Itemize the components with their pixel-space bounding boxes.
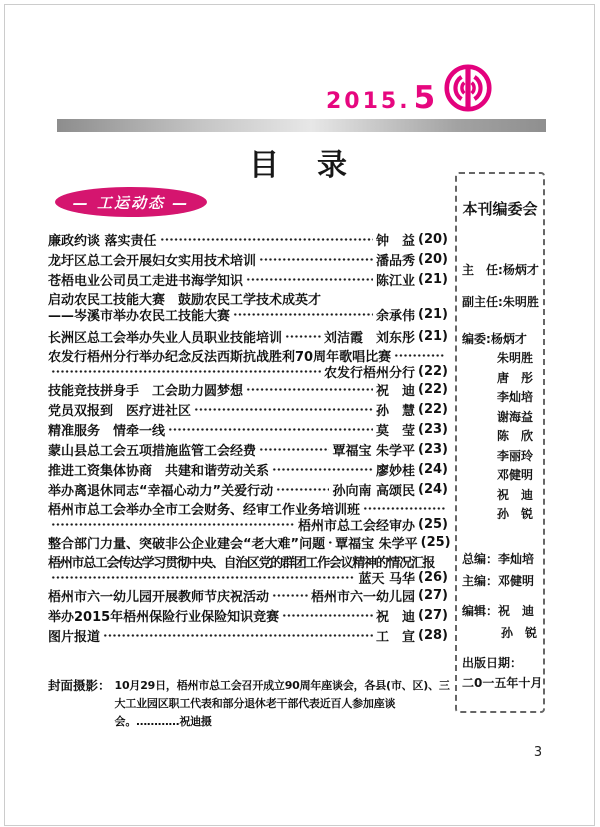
toc-entry xyxy=(48,532,451,552)
toc-entry xyxy=(48,399,448,419)
committee-member: 李丽玲 xyxy=(497,448,534,463)
toc-entry xyxy=(48,605,448,625)
toc-entry xyxy=(48,249,448,269)
toc-entry xyxy=(48,419,448,439)
entry-page: (22) xyxy=(418,401,448,417)
entry-page: (25) xyxy=(420,534,451,550)
dot-leader xyxy=(246,383,373,396)
entry-author: 梧州市总工会经审办 xyxy=(298,519,416,534)
dot-leader xyxy=(194,403,373,416)
entry-title: 梧州市总工会传达学习贯彻中央、自治区党的群团工作会议精神的情况汇报 xyxy=(48,555,435,571)
toc-entry xyxy=(48,229,448,249)
issue-date xyxy=(326,80,435,116)
editor-row xyxy=(462,601,538,621)
entry-author: 陈江业 xyxy=(376,273,416,289)
entry-page: (20) xyxy=(418,231,448,247)
entry-title: 党员双报到 医疗进社区 xyxy=(48,403,192,419)
entry-page: (24) xyxy=(418,461,448,477)
toc-entry xyxy=(48,439,448,459)
toc-entry xyxy=(48,585,448,605)
entry-page: (27) xyxy=(418,587,448,603)
toc-entry xyxy=(48,269,448,289)
entry-author: 刘洁霞 刘东彤 xyxy=(324,330,416,346)
dot-leader xyxy=(285,330,321,343)
entry-page: (23) xyxy=(418,421,448,437)
dot-leader xyxy=(51,571,355,584)
dot-leader xyxy=(103,629,373,642)
dot-leader xyxy=(394,349,445,362)
editor-name: 孙 锐 xyxy=(501,625,538,640)
director-name: 杨炳才 xyxy=(502,263,539,277)
entry-author: 覃福宝 朱学平 xyxy=(332,443,416,459)
entry-title: 启动农民工技能大赛 鼓励农民工学技术成英才 xyxy=(48,292,322,308)
toc-list xyxy=(48,229,451,645)
entry-title: 图片报道 xyxy=(48,629,101,645)
dot-leader xyxy=(363,502,445,515)
committee-label: 编委: xyxy=(462,332,491,346)
cover-note xyxy=(48,677,450,731)
entry-title: 技能竞技拼身手 工会助力圆梦想 xyxy=(48,383,244,399)
entry-page: (20) xyxy=(418,251,448,267)
entry-title: 廉政约谈 落实责任 xyxy=(48,233,157,249)
entry-author: 农发行梧州分行 xyxy=(324,366,416,381)
committee-member: 杨炳才 xyxy=(490,332,527,346)
committee-member: 朱明胜 xyxy=(497,351,534,365)
issue-year: 2015. xyxy=(326,89,411,114)
entry-title: 整合部门力量、突破非公企业建会“老大难”问题 xyxy=(48,536,326,552)
publish-date: 二0一五年十月 xyxy=(462,675,543,690)
entry-page: (27) xyxy=(418,607,448,623)
toc-entry-continuation xyxy=(48,570,448,585)
toc-entry xyxy=(48,459,448,479)
toc-entry xyxy=(48,326,448,346)
entry-author: 廖妙桂 xyxy=(376,463,416,479)
entry-author: 梧州市六一幼儿园 xyxy=(311,589,416,605)
committee-member: 李灿培 xyxy=(497,390,534,404)
page-number: 3 xyxy=(533,745,543,760)
entry-author: 孙向南 高颂民 xyxy=(332,483,416,499)
toc-entry xyxy=(48,625,448,645)
committee-member: 谢海益 xyxy=(497,409,534,424)
editorial-board-title: 本刊编委会 xyxy=(462,200,538,218)
dot-leader xyxy=(259,443,329,456)
entry-page: (21) xyxy=(418,271,448,287)
dot-leader xyxy=(51,518,295,531)
toc-entry xyxy=(48,479,448,499)
managing-editor-name: 邓健明 xyxy=(498,573,535,588)
trade-union-emblem-icon xyxy=(443,63,493,113)
entry-title: 梧州市六一幼儿园开展教师节庆祝活动 xyxy=(48,589,270,605)
section-badge: — 工运动态 — xyxy=(55,187,207,217)
dot-leader xyxy=(246,273,373,286)
entry-subtitle: ——岑溪市举办农民工技能大赛 xyxy=(48,309,231,324)
entry-author: 钟 益 xyxy=(376,233,416,249)
entry-title: 举办2015年梧州保险行业保险知识竞赛 xyxy=(48,609,280,625)
entry-title: 农发行梧州分行举办纪念反法西斯抗战胜利70周年歌唱比赛 xyxy=(48,349,392,365)
entry-title: 梧州市总工会举办全市工会财务、经审工作业务培训班 xyxy=(48,502,361,518)
cover-note-label: 封面摄影： xyxy=(48,678,111,693)
committee-row xyxy=(462,329,538,349)
director-label: 主 任: xyxy=(462,263,503,277)
chief-editor-name: 李灿培 xyxy=(498,551,535,566)
page-title: 目 录 xyxy=(249,148,351,183)
chief-editor-label: 总编： xyxy=(462,551,499,566)
entry-title: 苍梧电业公司员工走进书海学知识 xyxy=(48,273,244,289)
entry-page: (25) xyxy=(418,517,448,532)
director-row xyxy=(462,260,538,280)
managing-editor-row xyxy=(462,571,538,591)
entry-page: (21) xyxy=(418,328,448,344)
entry-page: (22) xyxy=(418,381,448,397)
entry-title: 龙圩区总工会开展妇女实用技术培训 xyxy=(48,253,257,269)
dot-leader xyxy=(328,536,332,549)
dot-leader xyxy=(272,589,308,602)
entry-page: (28) xyxy=(418,627,448,643)
entry-title: 长洲区总工会举办失业人员职业技能培训 xyxy=(48,330,283,346)
entry-author: 祝 迪 xyxy=(376,383,416,399)
dot-leader xyxy=(282,609,373,622)
dot-leader xyxy=(168,423,373,436)
toc-entry-continuation xyxy=(48,517,448,532)
dot-leader xyxy=(160,233,373,246)
committee-member: 陈 欣 xyxy=(497,429,534,443)
dot-leader xyxy=(272,463,373,476)
entry-author: 余承伟 xyxy=(376,309,416,324)
toc-entry xyxy=(48,379,448,399)
entry-title: 蒙山县总工会五项措施监管工会经费 xyxy=(48,443,257,459)
publish-date-label: 出版日期： xyxy=(462,655,523,670)
entry-author: 覃福宝 朱学平 xyxy=(335,536,418,552)
deputy-director-row xyxy=(462,292,538,312)
editor-name: 祝 迪 xyxy=(498,603,535,618)
committee-member: 祝 迪 xyxy=(497,487,534,502)
entry-page: (21) xyxy=(418,307,448,322)
editor-label: 编辑： xyxy=(462,603,499,618)
managing-editor-label: 主编： xyxy=(462,573,499,588)
toc-entry-continuation xyxy=(48,364,448,379)
gradient-divider-bar xyxy=(57,119,546,132)
entry-author: 莫 莹 xyxy=(376,423,416,439)
entry-author: 蓝天 马华 xyxy=(358,572,416,587)
deputy-name: 朱明胜 xyxy=(502,295,539,309)
entry-title: 举办离退休同志“幸福心动力”关爱行动 xyxy=(48,483,274,499)
dot-leader xyxy=(259,253,373,266)
entry-author: 潘品秀 xyxy=(376,253,416,269)
chief-editor-row xyxy=(462,549,538,569)
dot-leader xyxy=(233,308,373,321)
entry-page: (22) xyxy=(418,364,448,379)
committee-member: 孙 锐 xyxy=(497,507,534,521)
entry-page: (26) xyxy=(418,570,448,585)
entry-author: 孙 慧 xyxy=(376,403,416,419)
dot-leader xyxy=(51,365,321,378)
dot-leader xyxy=(276,483,329,496)
entry-page: (24) xyxy=(418,481,448,497)
editorial-board-panel xyxy=(455,172,545,713)
entry-title: 推进工资集体协商 共建和谐劳动关系 xyxy=(48,463,270,479)
committee-member: 邓健明 xyxy=(497,468,534,482)
entry-author: 祝 迪 xyxy=(376,609,416,625)
entry-title: 精准服务 情牵一线 xyxy=(48,423,166,439)
cover-note-text: 10月29日，梧州市总工会召开成立90周年座谈会，各县(市、区)、三大工业园区职工代表和部分退休老干部代表近百人参加座谈会。…………祝迪摄 xyxy=(114,679,450,728)
toc-entry-continuation xyxy=(48,307,448,322)
committee-member: 唐 彤 xyxy=(497,370,534,385)
entry-page: (23) xyxy=(418,441,448,457)
issue-number: 5 xyxy=(413,80,436,116)
deputy-label: 副主任: xyxy=(462,295,503,309)
entry-author: 工 宣 xyxy=(376,629,416,645)
